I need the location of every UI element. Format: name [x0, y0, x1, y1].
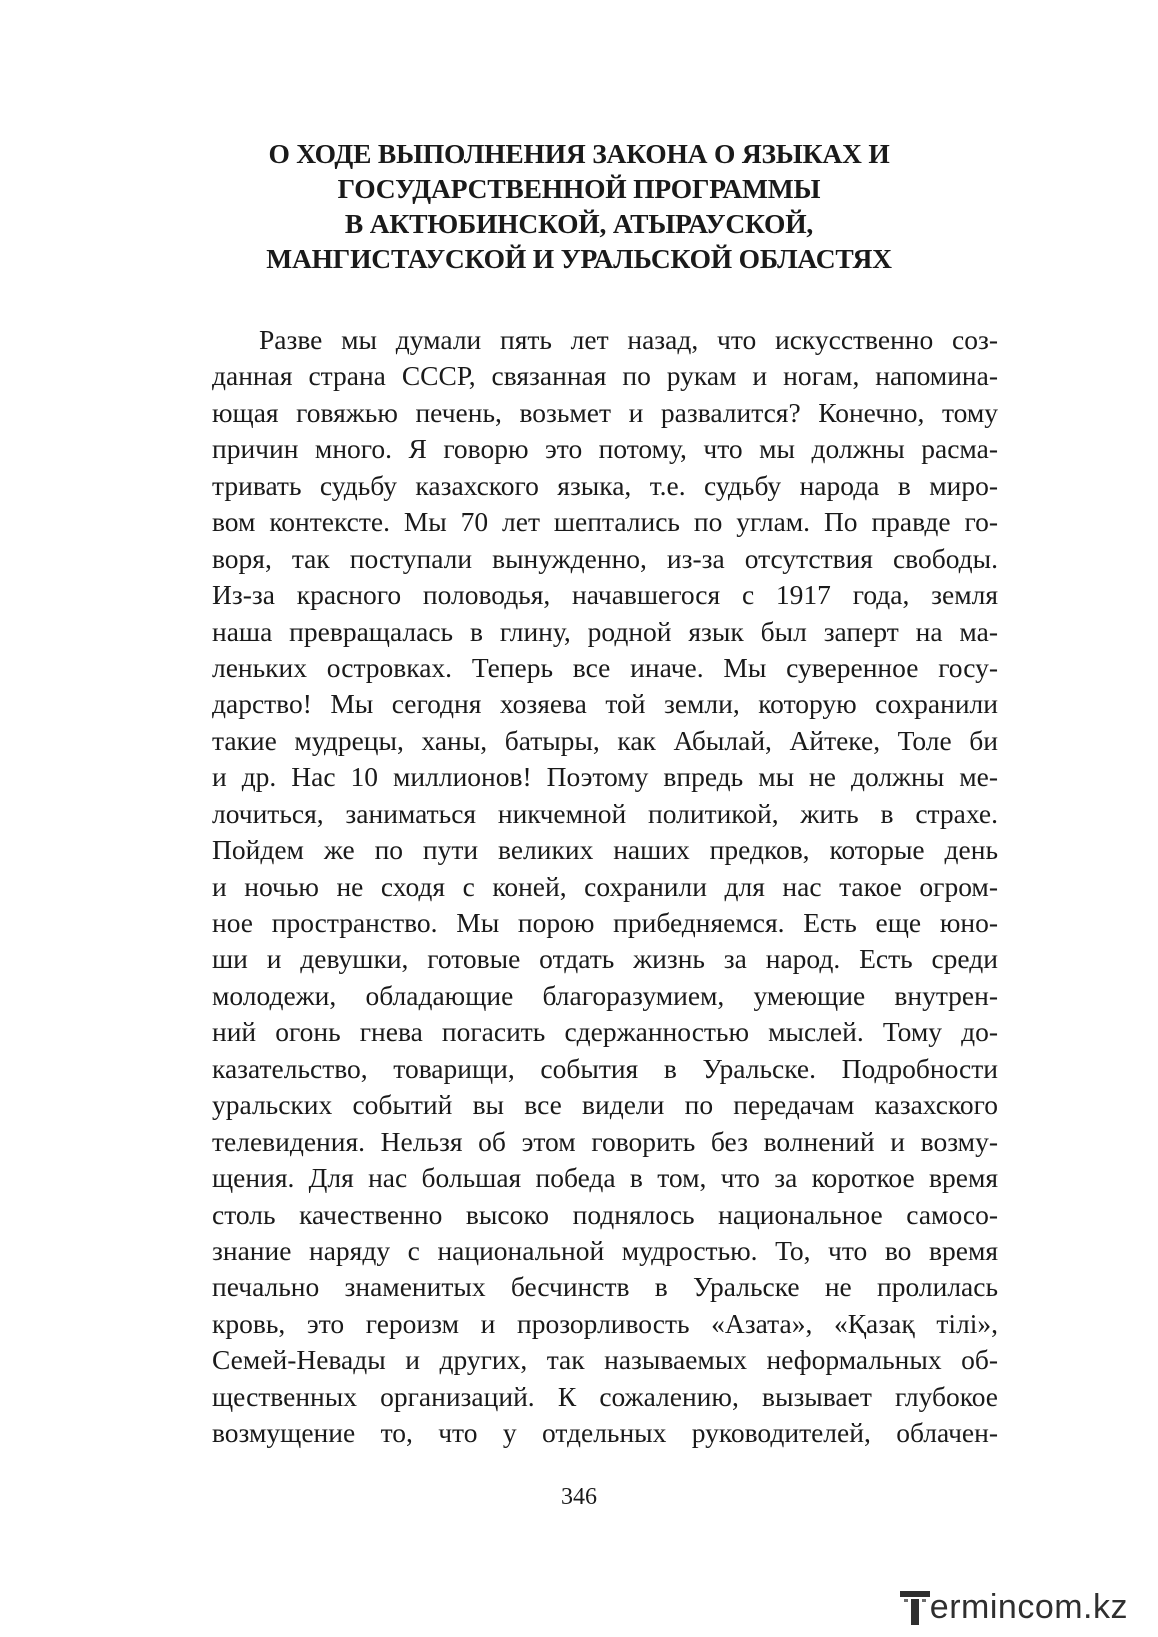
body-line: печально знаменитых бесчинств в Уральске не пролилась: [212, 1271, 998, 1303]
body-line: щения. Для нас большая победа в том, что за короткое время: [212, 1162, 998, 1194]
body-line: Разве мы думали пять лет назад, что искусственно соз-: [259, 324, 998, 355]
page-title: [150, 136, 1008, 276]
title-line: ГОСУДАРСТВЕННОЙ ПРОГРАММЫ: [337, 173, 821, 204]
body-line: молодежи, обладающие благоразумием, умеющие внутрен-: [212, 979, 998, 1011]
body-text: [212, 322, 998, 1452]
title-line: В АКТЮБИНСКОЙ, АТЫРАУСКОЙ,: [344, 208, 814, 239]
body-line: уральских событий вы все видели по передачам казахского: [212, 1089, 998, 1121]
body-line: вом контексте. Мы 70 лет шептались по углам. По правде го-: [212, 506, 998, 538]
body-line: дарство! Мы сегодня хозяева той земли, которую сохранили: [212, 688, 998, 720]
body-line: кровь, это героизм и прозорливость «Азата», «Қазақ тілі»,: [212, 1307, 998, 1339]
body-line: такие мудрецы, ханы, батыры, как Абылай, Айтеке, Толе би: [212, 724, 998, 756]
body-line: столь качественно высоко поднялось национальное самосо-: [212, 1198, 998, 1230]
body-line: и ночью не сходя с коней, сохранили для нас такое огром-: [212, 870, 998, 902]
title-line: МАНГИСТАУСКОЙ И УРАЛЬСКОЙ ОБЛАСТЯХ: [266, 243, 892, 274]
body-line: ное пространство. Мы порою прибедняемся. Есть еще юно-: [212, 907, 998, 938]
body-line: телевидения. Нельзя об этом говорить без волнений и возму-: [212, 1125, 998, 1157]
body-line: Из-за красного половодья, начавшегося с 1917 года, земля: [212, 579, 998, 611]
body-line: лочиться, заниматься никчемной политикой, жить в страхе.: [212, 797, 998, 829]
body-line: данная страна СССР, связанная по рукам и ногам, напомина-: [212, 360, 998, 392]
body-line: возмущение то, что у отдельных руководителей, облачен-: [212, 1417, 998, 1449]
body-line: Пойдем же по пути великих наших предков, которые день: [212, 834, 998, 866]
page-number: 346: [561, 1484, 597, 1510]
body-line: ний огонь гнева погасить сдержанностью мыслей. Тому до-: [212, 1016, 998, 1048]
body-line: Семей-Невады и других, так называемых неформальных об-: [212, 1344, 998, 1376]
watermark: [898, 1584, 1128, 1630]
body-line: причин много. Я говорю это потому, что мы должны расма-: [212, 433, 998, 465]
body-line: наша превращалась в глину, родной язык был заперт на ма-: [212, 615, 998, 647]
body-line: и др. Нас 10 миллионов! Поэтому впредь мы не должны ме-: [212, 761, 998, 793]
body-line: щественных организаций. К сожалению, вызывает глубокое: [212, 1380, 998, 1412]
body-line: казательство, товарищи, события в Уральске. Подробности: [212, 1052, 998, 1084]
watermark-text: ermincom.kz: [929, 1587, 1128, 1626]
body-line: ющая говяжью печень, возьмет и развалится? Конечно, тому: [212, 396, 998, 428]
body-line: знание наряду с национальной мудростью. То, что во время: [212, 1234, 998, 1266]
body-line: леньких островках. Теперь все иначе. Мы суверенное госу-: [212, 651, 998, 683]
body-line: воря, так поступали вынужденно, из-за отсутствия свободы.: [212, 542, 998, 574]
body-line: тривать судьбу казахского языка, т.е. судьбу народа в миро-: [212, 469, 998, 501]
title-line: О ХОДЕ ВЫПОЛНЕНИЯ ЗАКОНА О ЯЗЫКАХ И: [268, 138, 890, 169]
t-letter-logo-icon: [898, 1587, 932, 1627]
body-line: ши и девушки, готовые отдать жизнь за народ. Есть среди: [212, 943, 998, 975]
